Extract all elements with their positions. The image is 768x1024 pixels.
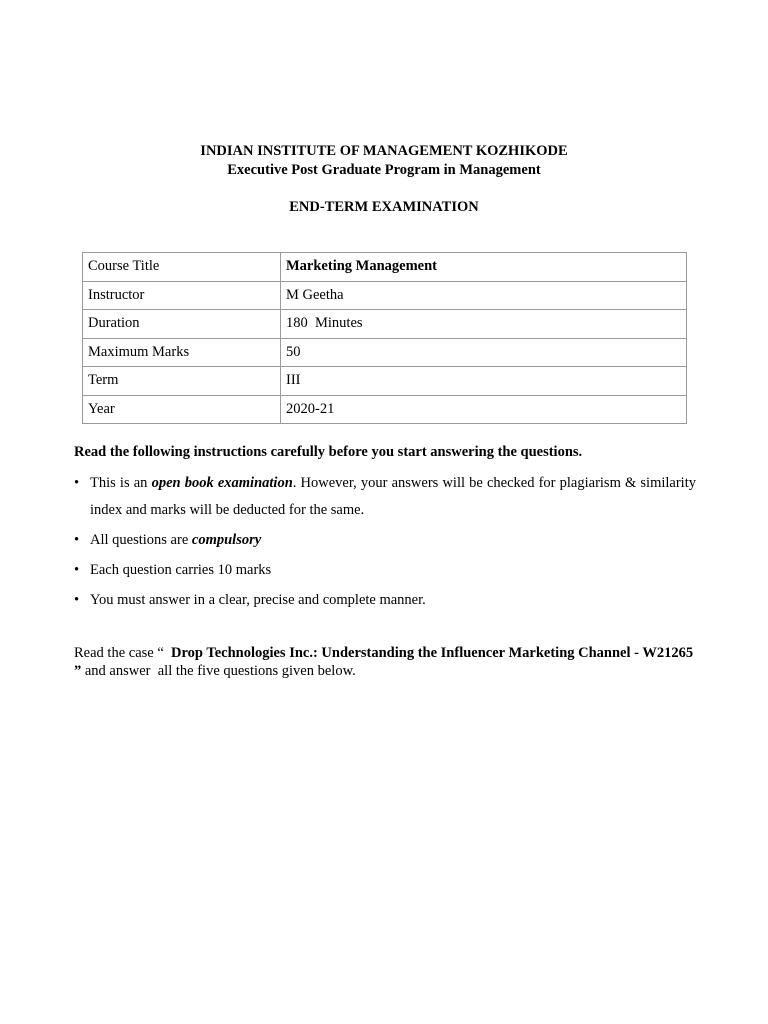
bullet-icon: • xyxy=(74,475,80,491)
list-item xyxy=(74,527,696,554)
bullet-icon: • xyxy=(74,562,80,578)
exam-title: END-TERM EXAMINATION xyxy=(289,199,479,215)
list-item xyxy=(74,557,696,584)
institute-name: INDIAN INSTITUTE OF MANAGEMENT KOZHIKODE xyxy=(200,143,568,159)
duration-value: 180 Minutes xyxy=(281,310,687,339)
instructions-list xyxy=(74,470,696,614)
list-item xyxy=(74,587,696,614)
table-row xyxy=(83,338,687,367)
case-title: Drop Technologies Inc.: Understanding the Influencer Marketing Channel - W21265 ” xyxy=(74,645,694,679)
year-value: 2020-21 xyxy=(281,395,687,424)
case-suffix: and answer all the five questions given below. xyxy=(81,663,356,679)
bullet-icon: • xyxy=(74,592,80,608)
table-row xyxy=(83,367,687,396)
table-row xyxy=(83,395,687,424)
case-prefix: Read the case “ xyxy=(74,645,168,661)
term-value: III xyxy=(281,367,687,396)
table-row xyxy=(83,310,687,339)
case-paragraph xyxy=(74,644,694,680)
rule-emphasis: open book examination xyxy=(151,475,293,491)
instructions-heading: Read the following instructions carefully before you start answering the questions. xyxy=(74,444,583,460)
instructor-value: M Geetha xyxy=(281,281,687,310)
rule-emphasis: compulsory xyxy=(191,532,262,548)
course-title-value: Marketing Management xyxy=(281,253,687,282)
list-item xyxy=(74,470,696,524)
course-info-table xyxy=(82,252,687,424)
max-marks-value: 50 xyxy=(281,338,687,367)
rule-text: This is an xyxy=(90,475,152,491)
table-row xyxy=(83,281,687,310)
instructor-label: Instructor xyxy=(83,281,281,310)
term-label: Term xyxy=(83,367,281,396)
max-marks-label: Maximum Marks xyxy=(83,338,281,367)
rule-text: All questions are xyxy=(90,532,192,548)
rule-text: . However, your answers will be checked for plagiarism & similarity index and marks will be deducted for the same. xyxy=(90,475,696,518)
table-row xyxy=(83,253,687,282)
rule-text: Each question carries 10 marks xyxy=(90,562,272,578)
program-name: Executive Post Graduate Program in Management xyxy=(227,162,541,178)
year-label: Year xyxy=(83,395,281,424)
duration-label: Duration xyxy=(83,310,281,339)
course-title-label: Course Title xyxy=(83,253,281,282)
rule-text: You must answer in a clear, precise and complete manner. xyxy=(90,592,426,608)
bullet-icon: • xyxy=(74,532,80,548)
